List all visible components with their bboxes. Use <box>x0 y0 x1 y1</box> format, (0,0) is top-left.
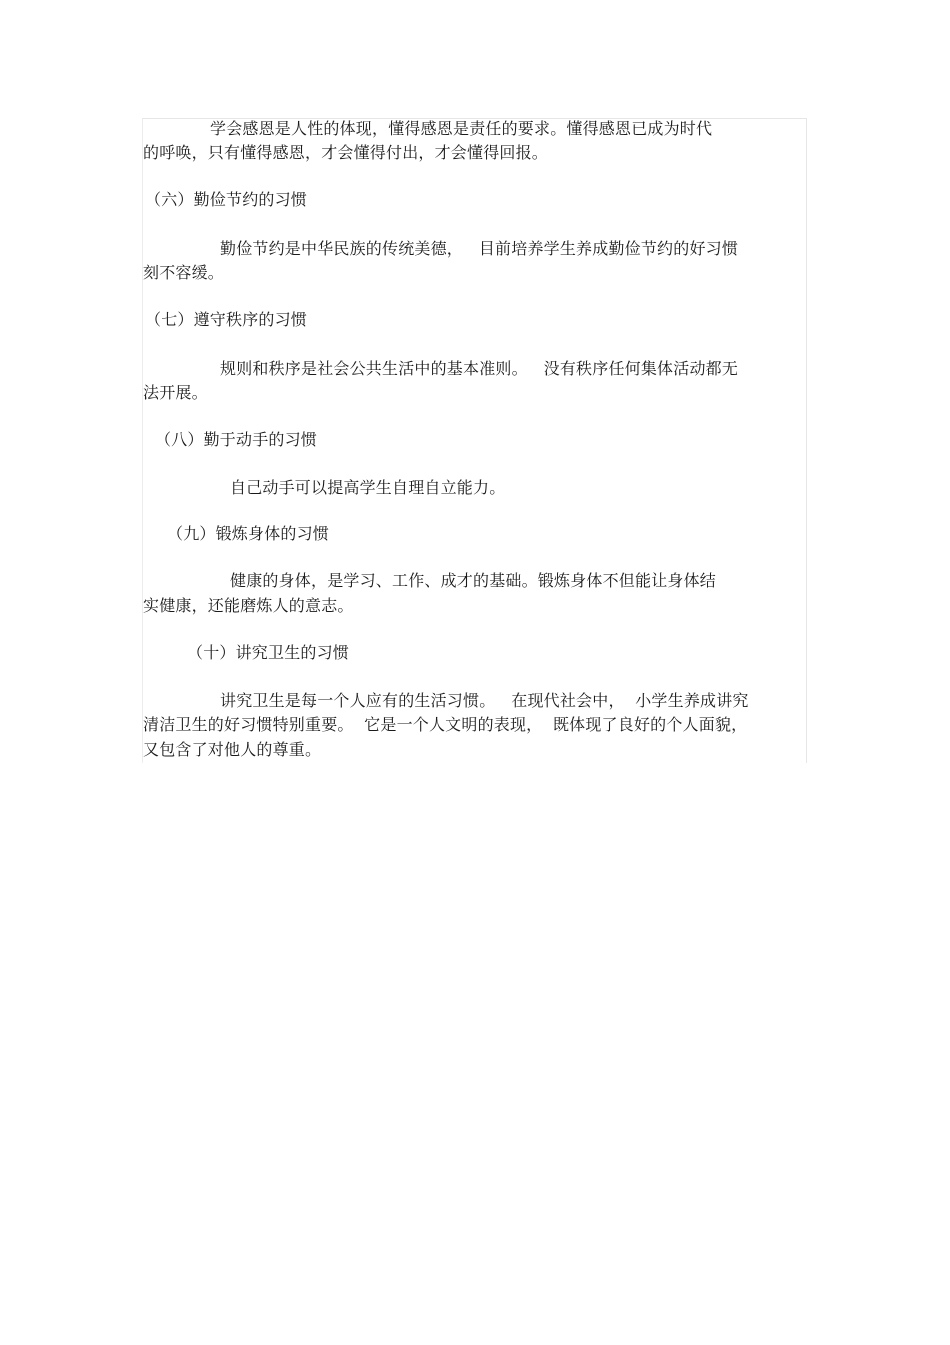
paragraph-hygiene-line-2: 清洁卫生的好习惯特别重要。 它是一个人文明的表现， 既体现了良好的个人面貌， <box>143 715 748 734</box>
paragraph-handson-line-1: 自己动手可以提高学生自理自立能力。 <box>230 478 506 497</box>
paragraph-exercise-line-2: 实健康，还能磨炼人的意志。 <box>143 596 354 615</box>
paragraph-hygiene-line-3: 又包含了对他人的尊重。 <box>143 740 322 759</box>
paragraph-gratitude-line-1: 学会感恩是人性的体现，懂得感恩是责任的要求。懂得感恩已成为时代 <box>210 119 713 138</box>
heading-frugal-habit: （六）勤俭节约的习惯 <box>145 190 308 209</box>
paragraph-frugal-line-2: 刻不容缓。 <box>143 263 225 282</box>
paragraph-gratitude-line-2: 的呼唤，只有懂得感恩，才会懂得付出，才会懂得回报。 <box>143 143 549 162</box>
heading-order-habit: （七）遵守秩序的习惯 <box>145 310 308 329</box>
paragraph-hygiene-line-1: 讲究卫生是每一个人应有的生活习惯。 在现代社会中， 小学生养成讲究 <box>220 691 749 710</box>
paragraph-order-line-1: 规则和秩序是社会公共生活中的基本准则。 没有秩序任何集体活动都无 <box>220 359 739 378</box>
heading-handson-habit: （八）勤于动手的习惯 <box>155 430 318 449</box>
heading-hygiene-habit: （十）讲究卫生的习惯 <box>187 643 350 662</box>
heading-exercise-habit: （九）锻炼身体的习惯 <box>167 524 330 543</box>
paragraph-order-line-2: 法开展。 <box>143 383 208 402</box>
paragraph-frugal-line-1: 勤俭节约是中华民族的传统美德， 目前培养学生养成勤俭节约的好习惯 <box>220 239 739 258</box>
paragraph-exercise-line-1: 健康的身体，是学习、工作、成才的基础。锻炼身体不但能让身体结 <box>230 571 717 590</box>
